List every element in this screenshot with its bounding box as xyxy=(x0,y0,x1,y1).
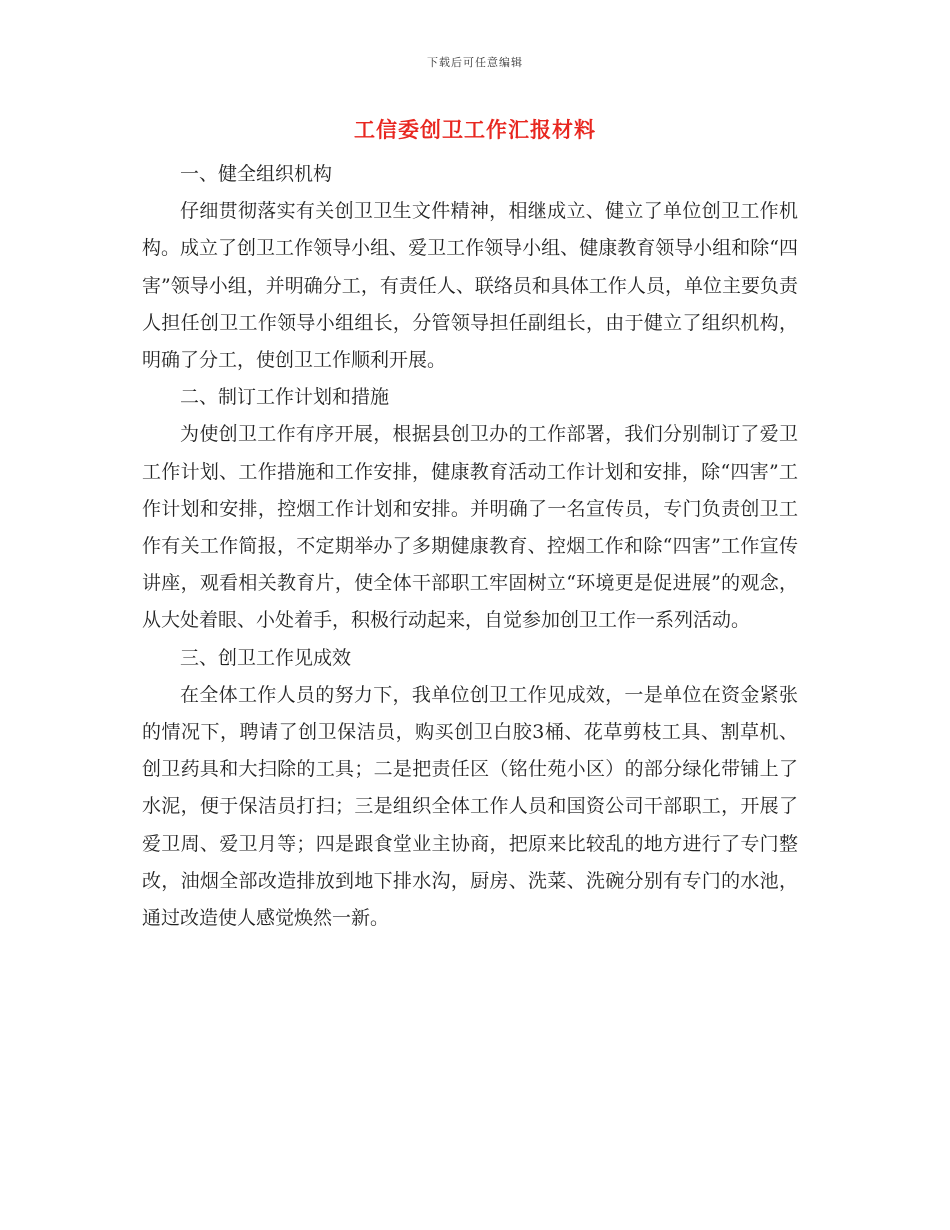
body-paragraph: 为使创卫工作有序开展，根据县创卫办的工作部署，我们分别制订了爱卫工作计划、工作措施和工作安排，健康教育活动工作计划和安排，除“四害”工作计划和安排，控烟工作计划和安排。并明确了一名宣传员，专门负责创卫工作有关工作简报，不定期举办了多期健康教育、控烟工作和除“四害”工作宣传讲座，观看相关教育片，使全体干部职工牢固树立“环境更是促进展”的观念，从大处着眼、小处着手，积极行动起来，自觉参加创卫工作一系列活动。 xyxy=(142,423,798,632)
section-heading-results: 三、创卫工作见成效 xyxy=(180,646,352,669)
section-heading-organization: 一、健全组织机构 xyxy=(180,163,333,185)
body-paragraph: 在全体工作人员的努力下，我单位创卫工作见成效，一是单位在资金紧张的情况下，聘请了创卫保洁员，购买创卫白胶3桶、花草剪枝工具、割草机、创卫药具和大扫除的工具；二是把责任区（铭仕苑小区）的部分绿化带铺上了水泥，便于保洁员打扫；三是组织全体工作人员和国资公司干部职工，开展了爱卫周、爱卫月等；四是跟食堂业主协商，把原来比较乱的地方进行了专门整改，油烟全部改造排放到地下排水沟，厨房、洗菜、洗碗分别有专门的水池，通过改造使人感觉焕然一新。 xyxy=(142,683,798,930)
section-heading-plans: 二、制订工作计划和措施 xyxy=(180,386,390,409)
document-title: 工信委创卫工作汇报材料 xyxy=(354,117,596,142)
body-paragraph: 仔细贯彻落实有关创卫卫生文件精神，相继成立、健立了单位创卫工作机构。成立了创卫工作领导小组、爱卫工作领导小组、健康教育领导小组和除“四害”领导小组，并明确分工，有责任人、联络员和具体工作人员，单位主要负责人担任创卫工作领导小组组长，分管领导担任副组长，由于健立了组织机构，明确了分工，使创卫工作顺利开展。 xyxy=(142,200,798,372)
document-body xyxy=(142,156,798,937)
header-note: 下载后可任意编辑 xyxy=(427,56,523,69)
